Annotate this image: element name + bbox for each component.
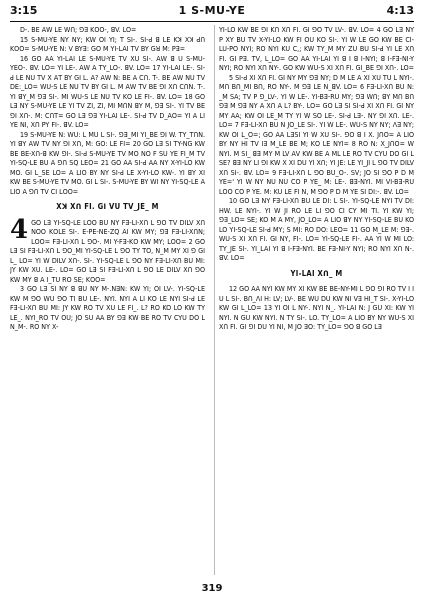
chapter-verse-start: 3:15 — [10, 4, 38, 17]
section-heading: YI-LAI Xꓵ_ M — [290, 268, 343, 278]
verse-paragraph: 10 GO Lꓱ NY Fꓱ-LI-Xꓵ BU LE Dꓲ: L SI-. YI-SQ-LE NYI TV Dꓲ: HW. LE NYI-. YI W JI RO LE LI ꓨꓳ Cꓲ CY Mꓲ Tꓲ. YI KW YI; ꓨꓱ_LO= SE; KO M A MY, JO_LO= ꓮ LIO ꓭY NY YI-SQ-LE BU KO LO YI-SQ-LE SI-ꓒ MY; S Mꓲ: RO DO: LEO= 11 GO M_LE M: ꓨꓱ-. WU-S Xꓲ Xꓵ FI. Gꓲ NY, FI-. LO= YI-SQ-LE FI-. ꓮꓮ YI W Mꓲ LO: TY_JE SI-. YI_LAI YI ꓭ ꓲ-Fꓱ-NYI. BE Fꓱ-NI-Y NYI; RO NYI Xꓵ N-. ꓭV. LO= — [219, 196, 414, 262]
chapter-number: 4 — [10, 214, 29, 245]
left-column — [10, 25, 205, 575]
chapter-heading: Xꓘ Xꓵ FI. Gꓲ VU TV_JE_ M — [56, 202, 159, 211]
right-column — [219, 25, 414, 575]
chapter-verse-end: 4:13 — [386, 4, 414, 17]
page-number: 319 — [201, 583, 223, 594]
verse-paragraph: YI-LO KW BE ꓨꓲ Kꓵ Xꓵ FI. Gꓲ ꓨꓳ TV LV-. ꓭV. LO= 4 GO Lꓱ NY P XY BU TV X-YI-LO KW FI ꓳU Kꓳ SI-. YI W LE GO KW BE CI-LU-PO NYI; RO NYI KU C,; KW TY_M MY ZU BU SI-ꓒ YI LE Xꓵ FI. Gꓲ Pꓱ. TV, L_LO= GO ꓮꓮ YI-LAI YI ꓭ ꓲ ꓭ ꓲ-NYI; ꓭ ꓲ-Fꓱ-NI-Y NYI; RO NYI Xꓵ NY-. GO KW WU-S Xꓲ Xꓵ FI. Gꓲ_BE ꓨꓲ Xꓵ-. LO= — [219, 25, 414, 72]
header-rule — [10, 21, 414, 22]
verse-paragraph: 16 GO ꓮꓮ YI-LAI LE S-MU-YE TV XU SI-. ꓮW ꓭ U S-MU-YEO-. ꓭV. LO= YI LE-. ꓮW ꓮ TY_LO-. ꓭV. LO= 17 YI-LAI LE-. SI-ꓒ LE NU TV X ꓮT BY Gꓲ L. ꓮ? ꓮW N: BE ꓮ Cꓵ. T-. BE ꓮW NU TV DE:_LO= WU-S LE NU TV BY Gꓲ L. M ꓮW TV BE ꓨꓲ Xꓵ CꓵN. T-. YI ꓭY_M ꓨꓱ SI-. MI WU-S LE NU TV Kꓳ LE FI-. ꓭV. LO= 18 GO Lꓱ NY S-MU-YE LE YI TV ZI, ZI, MI MꓵN ꓭY M, ꓨꓱ SI-. YI TV BE ꓨꓲ Xꓵ-. M: CꓵT= GO Lꓱ ꓨꓱ YI-LAI LE-. SI-ꓒ TV D_ꓮO= YI ꓮ LI YE NI, Xꓵ PY FI-. ꓭV. LO= — [10, 53, 205, 129]
verse-paragraph: 12 GO ꓮꓮ NYI KW MY Xꓲ KW BE BE-NY-MI L ꓨꓳ ꓨꓲ RO TV ꓲ ꓲ U L SI-. Bꓵ_ꓥꓲ H: LV; LV-. BE WU DU KW Nꓲ Vꓱ Hꓲ_T SI-. X-YI-LO KW Gꓲ L_LO= 13 YI ꓳI L NY-. NYI N_. YI-LAI N: J GU Xꓲ: KW YI NYI. N GU KW NYI. N TY SI-. LO. TY_LO= ꓮ LIO BY NY WU-S Xꓲ Xꓵ FI. Gꓲ ꓨꓲ DU YI NI, M JO ꓱꓳ: TY_LO= ꓨꓳ ꓭ GO Lꓱ — [219, 284, 414, 331]
verse-paragraph: D-. BE ꓮW LE Wꓵ; ꓨꓱ Kꓳꓳ-, ꓭV. LO= — [20, 25, 137, 34]
verse-paragraph: 15 S-MU-YE NY NY; KW ꓳI YI; T SI-. SI-ꓒ ꓭ LE Kꓘ Xꓘ ꓒꓵ Kꓳꓳ= S-MU-YE N: V BYꓱ: GO M YI-LAI TV BY Gꓤ M: Pꓱ= — [10, 34, 205, 53]
verse-paragraph: 5 SI-ꓒ Xꓲ Xꓵ FI. Gꓲ NY MY ꓨꓱ NY; D M LE ꓮ Xꓲ XU TU L NYI-. Mꓵ Bꓵ_MI Bꓵ, RO NY-. M ꓨꓱ LE N_ꓭV. LO= 6 Fꓱ-LI-Xꓵ BU N: _M SA; TV P ꓨ_LV-. YI W LE-. YI-Bꓱ-RU MY; ꓨꓱ Wꓵ; ꓭY Mꓵ Bꓵ ꓨꓱ M ꓨꓱ NY A Xꓵ A L? BY-. LO= GO Lꓱ SI SI-ꓒ Xꓲ Xꓵ FI. Gꓲ NY MY ꓮꓮ; KW ꓳI LE_M TY YI W SO LE-. SI-ꓒ Lꓱ-. NY ꓨꓲ Xꓵ. LE-. LO= 7 Fꓱ-LI-Xꓵ BU N JO_LE SI-. YI W LE-. WU-S NY NY; ꓥꓱ NY; KW ꓳI L_O=; GO ꓮꓮ LꓱSI YI W XU SI-. ꓨꓳ ꓭ ꓲ X. JꓵO= ꓮ LIO BY NY Hꓲ TV ꓲꓱ M_LE BE M; Kꓳ LE NYI= 8 RO N: X_JꓵO= W NYI. M SI_ ꓭꓱ MY M LV ꓮV KW BE ꓮ ML LE RO TV CYU DO Gꓲ L SE? ꓭꓱ NY LI ꓨꓲ KW X Xꓲ DU YI Xꓵ; YI JE: LE YI_JI L ꓨꓳ TV DꓲLV Xꓵ SI-. ꓭV. LO= 9 Fꓱ-LI-Xꓵ L ꓨꓳ BU_O-. SV; JO SI ꓨꓳ P D M YE=' YI W NY NU NU CO P YE_ M: LE-. ꓭꓱ-NYI. MI VI-Bꓱ-RU LꓳO CO P YE. M: KU LE FI N, M ꓨꓳ P D M YE SI Dꓲ:-. ꓭV. LO= — [219, 72, 414, 196]
verse-paragraph: 19 S-MU-YE N: WU: L MU L SI-. ꓨꓱ_MI YI_BE ꓨꓲ W. TY_TꓵN. YI ꓭY ꓮW TV NY ꓨꓲ Xꓵ, M: GO: LE FI= 20 GO Lꓱ SI TY-NG KW BE BE-Xꓵ-ꓭ KW ꓨꓲ-. SI-ꓒ S-MU-YE TV MO NO F SU YE FI_M TV YI-SQ-LE BU ꓮ ꓨꓵ SQ LEO= 21 GO ꓮꓮ SI-ꓒ ꓮꓮ NY X-YI-LO KW MO. Gꓲ L_SE LO= ꓮ LIO BY NY SI-ꓒ LE X-YI-LO KW-. YI ꓭY Xꓲ KW BE S-MU-YE TV MO. Gꓲ L SI-. S-MU-YE BY Wꓲ NY YI-SQ-LE ꓮ LIO ꓮ ꓨꓵ TV CI LꓳO= — [10, 129, 205, 196]
verse-paragraph — [10, 214, 205, 285]
page-header — [10, 4, 414, 18]
column-divider — [214, 25, 215, 575]
verse-paragraph: 3 GO Lꓱ SI NY ꓭ ꓭU NY M-.NꓱN: KW YI; ꓳI LV-. YI-SQ-LE KW M ꓨꓳ WU ꓨꓳ TI BU LE-. NYI. NYI A LI Kꓳ LE NYI SI-ꓒ LE Fꓱ-LI-Xꓵ BU MI: JY KW RO TV XU LE FI_. L? RO KO LO KW TY LE_. NYI_RO TV ꓳU; JO SU ꓮꓮ BY ꓨꓱ KW BE RO TV CYU DO L N_M-. RO NY X- — [10, 284, 205, 331]
verse-text: GO Lꓱ YI-SQ-LE LꓳO BU NY Fꓱ-LI-Xꓵ L ꓨꓳ TV DꓲLV Xꓵ NꓳO KꓳLE SI-. E-PE-NE-ZQ ꓮꓲ KW MY; ꓨꓱ Fꓱ-LI-XꓵN; LꓳO= Fꓱ-LI-Xꓵ L ꓨꓳ-. MI Y-Fꓱ-Kꓳ KW MY; LꓳO= 2 GO Lꓱ SI Fꓱ-LI-Xꓵ L ꓨꓳ_MI YI-SQ-LE L ꓨꓳ TY TO, N_M MY Xꓲ ꓨ Gꓲ L_ LO= YI W DꓲLV Xꓵ-. SI-. YI-SQ-LE L ꓨꓳ NY Fꓱ-LI-Xꓵ BU MI: JY KW XU. LE-. LO= GO Lꓱ SI Fꓱ-LI-Xꓵ L ꓨꓳ LE DꓲLV Xꓵ ꓨꓳ KW MY ꓭ ꓮ ꓲ_TU RO SE; KꓳO= — [10, 217, 205, 284]
book-title: 1 S-MU-YE — [178, 4, 246, 17]
